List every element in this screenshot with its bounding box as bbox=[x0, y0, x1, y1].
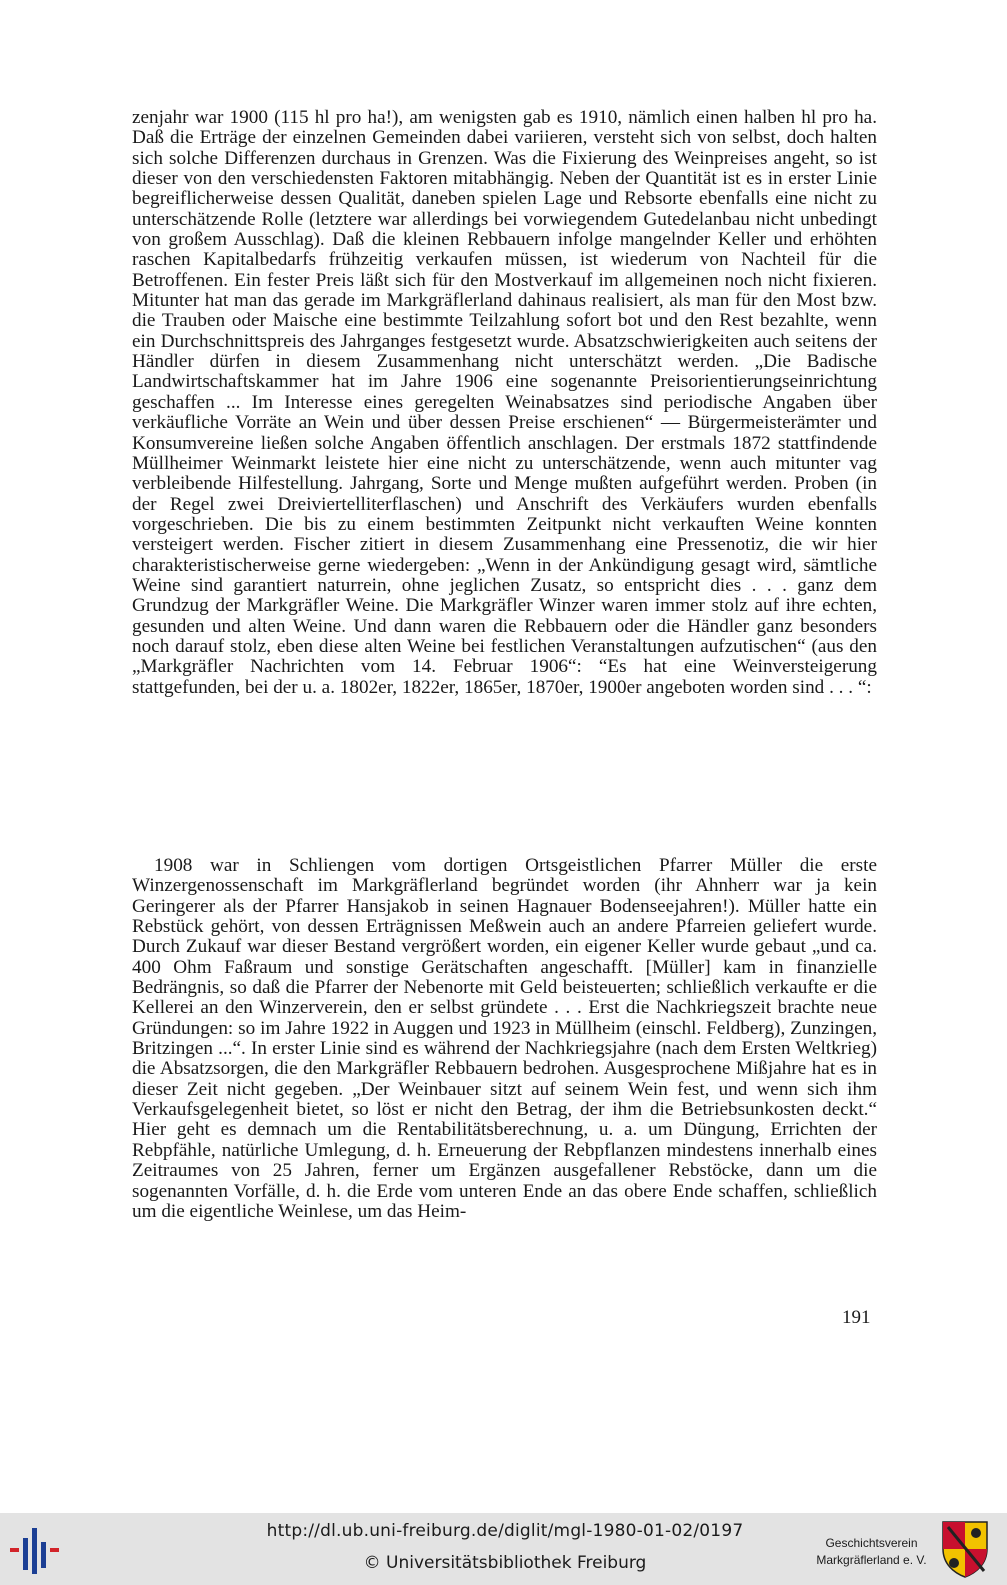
ub-freiburg-logo-icon bbox=[8, 1524, 64, 1576]
coat-of-arms-icon bbox=[940, 1519, 990, 1579]
body-paragraph-2: 1908 war in Schliengen vom dortigen Ortsgeistlichen Pfarrer Müller die erste Winzergenossenschaft im Markgräflerland begründet worden (ihr Ahnherr war ja kein Geringerer als der Pfarrer Hansjakob in seinen Hagnauer Bodenseejahren!). Müller hatte ein Rebstück gehört, von dessen Erträgnissen Meßwein auch an andere Pfarreien geliefert wurde. Durch Zukauf war dieser Bestand vergrößert worden, ein eigener Keller wurde gebaut „und ca. 400 Ohm Faßraum und sonstige Gerätschaften angeschafft. [Müller] kam in finanzielle Bedrängnis, so daß die Pfarrer der Nebenorte mit Geld beisteuerten; schließlich verkaufte er die Kellerei an den Winzerverein, den er selbst gründete . . . Erst die Nachkriegszeit brachte neue Gründungen: so im Jahre 1922 in Auggen und 1923 in Müllheim (einschl. Feldberg), Zunzingen, Britzingen ...“. In erster Linie sind es während der Nachkriegsjahre (nach dem Ersten Weltkrieg) die Absatzsorgen, die den Markgräfler Rebbauern bedrohen. Ausgesprochene Mißjahre hat es in dieser Zeit nicht gegeben. „Der Weinbauer sitzt auf seinem Wein fest, und wenn sich ihm Verkaufsgelegenheit bietet, so löst er nicht den Betrag, der ihm die Betriebsunkosten deckt.“ Hier geht es demnach um die Rentabilitätsberechnung, u. a. um Düngung, Errichten der Rebpfähle, natürliche Umlegung, d. h. Erneuerung der Rebpflanzen mindestens innerhalb eines Zeitraumes von 25 Jahren, ferner um Ergänzen ausgefallener Rebstöcke, dann um die sogenannten Vorfälle, d. h. die Erde vom unteren Ende an das obere Ende schaffen, schließlich um die eigentliche Weinlese, um das Heim- bbox=[132, 855, 877, 1222]
footer-bar bbox=[0, 1513, 1007, 1585]
footer-copyright: © Universitätsbibliothek Freiburg bbox=[363, 1553, 647, 1573]
footer-url-link[interactable]: http://dl.ub.uni-freiburg.de/diglit/mgl-1980-01-02/0197 bbox=[266, 1521, 744, 1541]
body-paragraph-1: zenjahr war 1900 (115 hl pro ha!), am wenigsten gab es 1910, nämlich einen halben hl pro ha. Daß die Erträge der einzelnen Gemeinden dabei variieren, versteht sich von selbst, doch halten sich solche Differenzen durchaus in Grenzen. Was die Fixierung des Weinpreises angeht, so ist dieser von den verschiedensten Faktoren mitabhängig. Neben der Quantität ist es in erster Linie begreiflicherweise dessen Qualität, daneben spielen Lage und Rebsorte ebenfalls eine nicht zu unterschätzende Rolle (letztere war allerdings bei vorwiegendem Gutedelanbau nicht unbedingt von großem Ausschlag). Daß die kleinen Rebbauern infolge mangelnder Keller und erhöhten raschen Kapitalbedarfs frühzeitig verkaufen müssen, ist wiederum von Nachteil für die Betroffenen. Ein fester Preis läßt sich für den Mostverkauf im allgemeinen noch nicht fixieren. Mitunter hat man das gerade im Markgräflerland dahinaus realisiert, als man für den Most bzw. die Trauben oder Maische eine bestimmte Teilzahlung sofort bot und den Rest bezahlte, wenn ein Durchschnittspreis des Jahrganges festgesetzt wurde. Absatzschwierigkeiten auch seitens der Händler dürfen in diesem Zusammenhang nicht unterschätzt werden. „Die Badische Landwirtschaftskammer hat im Jahre 1906 eine sogenannte Preisorientierungseinrichtung geschaffen ... Im Interesse eines geregelten Weinabsatzes sind periodische Angaben über verkäufliche Vorräte an Wein und über dessen Preise erschienen“ — Bürgermeisterämter und Konsumvereine ließen solche Angaben öffentlich anschlagen. Der erstmals 1872 stattfindende Müllheimer Weinmarkt leistete hier eine nicht zu unterschätzende, wenn auch mitunter vag verbleibende Hilfestellung. Jahrgang, Sorte und Menge mußten aufgeführt werden. Proben (in der Regel zwei Dreiviertelliterflaschen) und Anschrift des Verkäufers wurden ebenfalls vorgeschrieben. Die bis zu einem bestimmten Zeitpunkt nicht verkauften Weine konnten versteigert werden. Fischer zitiert in diesem Zusammenhang eine Pressenotiz, die wir hier charakteristischerweise gerne wiedergeben: „Wenn in der Ankündigung gesagt wird, sämtliche Weine sind garantiert naturrein, ohne jeglichen Zusatz, so entspricht dies . . . ganz dem Grundzug der Markgräfler Weine. Die Markgräfler Winzer waren immer stolz auf ihre echten, gesunden und alten Weine. Und dann waren die Rebbauern oder die Händler ganz besonders noch darauf stolz, eben diese alten Weine bei festlichen Veranstaltungen aufzutischen“ (aus den „Markgräfler Nachrichten vom 14. Februar 1906“: “Es hat eine Weinversteigerung stattgefunden, bei der u. a. 1802er, 1822er, 1865er, 1870er, 1900er angeboten worden sind . . . “: bbox=[132, 107, 877, 698]
society-name bbox=[809, 1535, 934, 1569]
society-line-1: Geschichtsverein bbox=[825, 1536, 918, 1550]
society-line-2: Markgräflerland e. V. bbox=[816, 1553, 927, 1567]
page-number: 191 bbox=[842, 1307, 871, 1328]
